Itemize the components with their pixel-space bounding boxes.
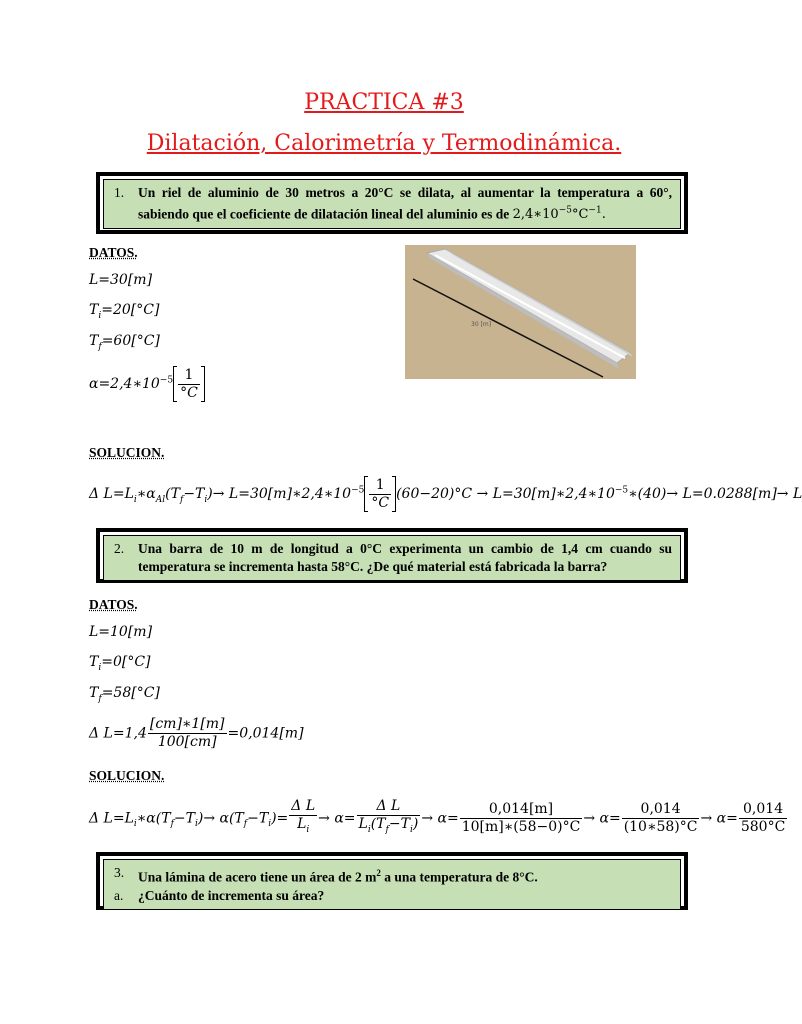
problem-3-box: [96, 852, 688, 910]
aluminum-rail-icon: [405, 245, 636, 379]
equation: $T_f=58[^\circ C]$: [89, 685, 160, 704]
equation: Δ $L=L_i∗\alpha_{Al}(T_f-T_i)\to$ $L=30[m]∗2,4∗10^{-5}$ $\frac{1}{^\circ C}$ $(60-20)^\circ C \to L=30[m]∗2,4∗10^{-5}∗(40)\to L=0.0288[m]\to L$: [89, 476, 802, 511]
problem-text: Una barra de 10 m de longitud a 0°C experimenta un cambio de 1,4 cm cuando su temperatura se incrementa hasta 58°C. ¿De qué material está fabricada la barra?: [138, 541, 672, 574]
equation: $\alpha=2,4∗10^{-5}$ $\frac{1}{^\circ C}$: [89, 366, 205, 402]
equation: $T_f=60[^\circ C]$: [89, 333, 160, 352]
equation: L=30[m]: [89, 272, 153, 288]
sub-item-label: a.: [114, 887, 124, 903]
problem-number: 1.: [114, 185, 125, 200]
equation: $T_i=0[^\circ C]$: [89, 654, 151, 673]
equation: Δ L=1,4 $\frac{[cm]∗1[m]}{100[cm]}$ =0,014[m]: [89, 716, 304, 750]
equation: L=10[m]: [89, 624, 153, 640]
sub-item-text: ¿Cuánto de incrementa su área?: [138, 887, 325, 903]
problem-number: 2.: [114, 541, 125, 556]
datos-heading: DATOS.: [89, 597, 138, 612]
problem-number: 3.: [114, 865, 125, 880]
problem-1-box: [96, 172, 688, 234]
page-subtitle: Dilatación, Calorimetría y Termodinámica.: [146, 131, 622, 156]
datos-heading: DATOS.: [89, 245, 138, 260]
solucion-heading: SOLUCION.: [89, 768, 165, 783]
equation: Δ $L=L_i∗\alpha(T_f-T_i)\to \alpha(T_f-T_i)=$ $\frac{\text{Δ L}}{L_i}$ → α= $\frac{\text{Δ L}}{L_i(T_f-T_i)}$ → α= $\frac{0,014[m]}{10[m]∗(58-0)^\circ C}$ → α= $\frac{0,014}{(10∗58)^\circ C}$ → α= $\frac{0,014}{580^\circ C}$: [89, 798, 786, 835]
problem-2-box: [96, 528, 688, 583]
equation: $T_i=20[^\circ C]$: [89, 302, 160, 321]
page-title: PRACTICA #3: [304, 90, 464, 115]
problem-text: Un riel de aluminio de 30 metros a 20°C se dilata, al aumentar la temperatura a 60°, sabiendo que el coeficiente de dilatación lineal del aluminio es de $2,4∗10^{-5}^\circ C^{-1}$.: [138, 185, 672, 223]
svg-text:30 [m]: 30 [m]: [471, 321, 492, 328]
problem-text: Una lámina de acero tiene un área de 2 $m^2$ a una temperatura de 8°C.: [138, 868, 538, 885]
solucion-heading: SOLUCION.: [89, 445, 165, 460]
